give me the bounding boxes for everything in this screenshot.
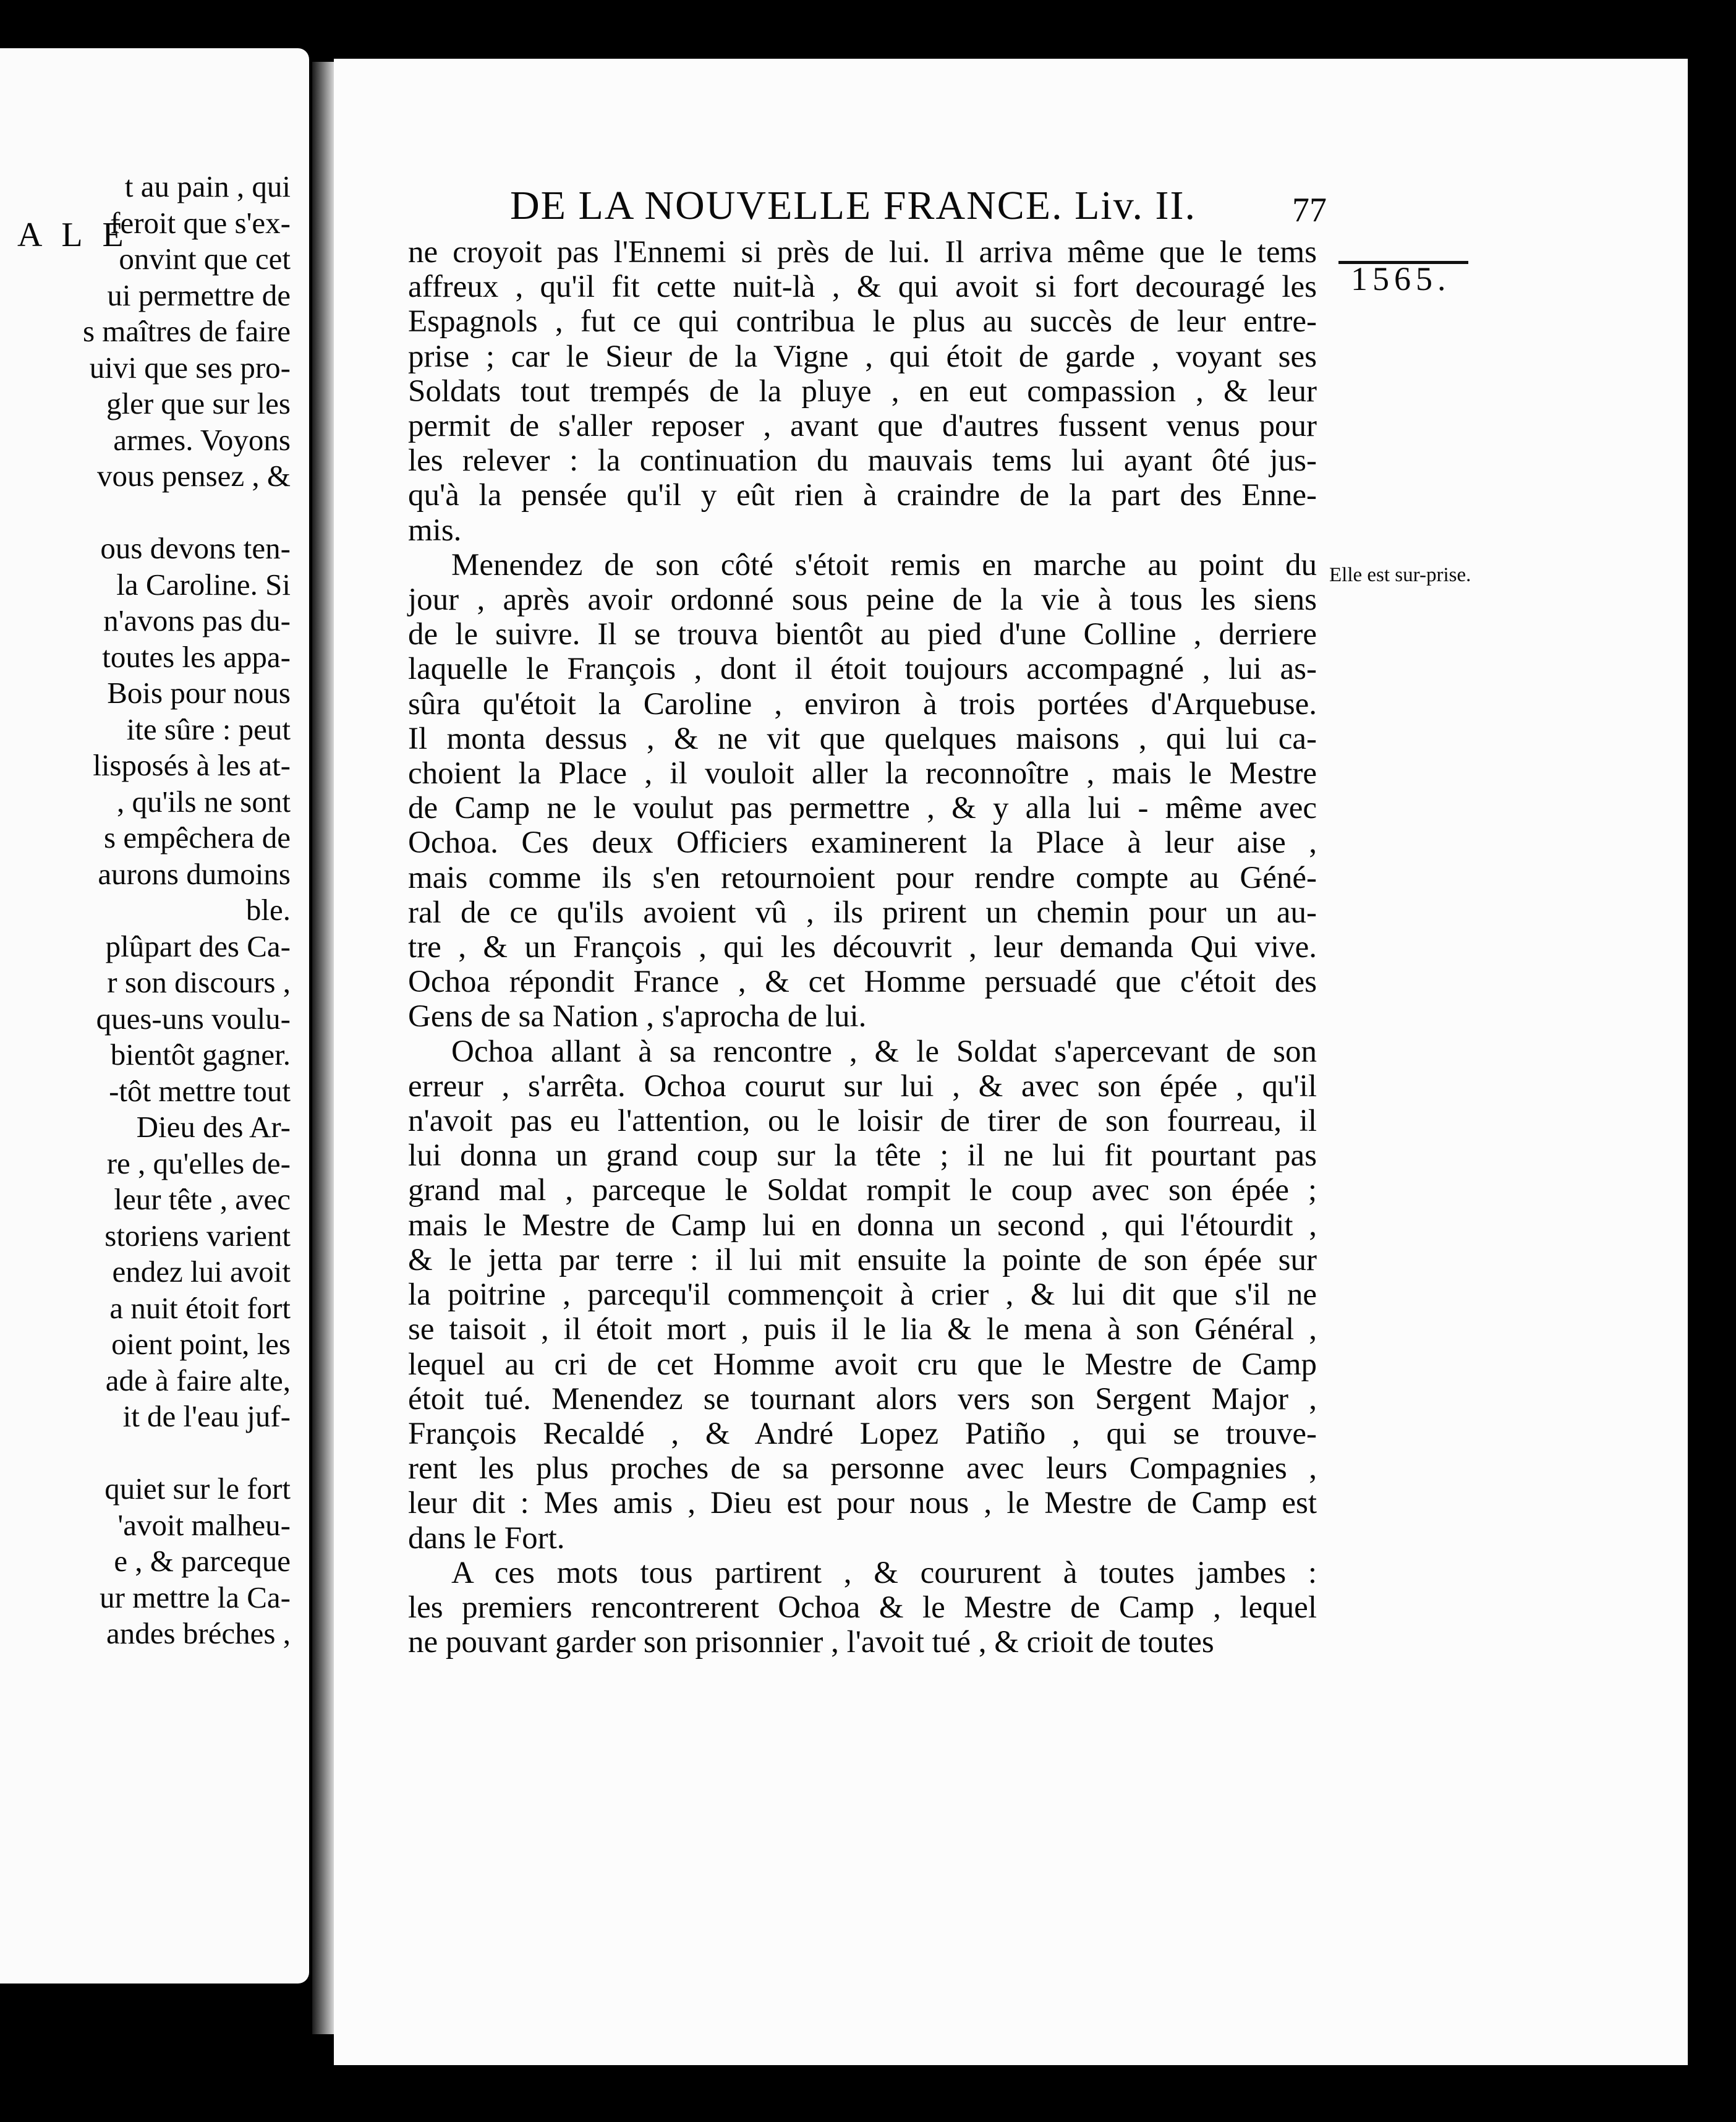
left-page-line: s maîtres de faire <box>82 314 291 348</box>
text-line: laquelle le François , dont il étoit toujours accompagné , lui as- <box>408 652 1317 687</box>
text-line: Espagnols , fut ce qui contribua le plus au succès de leur entre- <box>408 304 1317 339</box>
text-line: Gens de sa Nation , s'aprocha de lui. <box>408 999 867 1034</box>
text-line: n'avoit pas eu l'attention, ou le loisir de tirer de son fourreau, il <box>408 1104 1317 1139</box>
text-line: Ochoa allant à sa rencontre , & le Soldat s'apercevant de son <box>451 1034 1317 1069</box>
left-page-line: -tôt mettre tout <box>109 1073 291 1108</box>
left-page-line: ble. <box>245 893 291 927</box>
left-page-line: ques-uns voulu- <box>96 1001 291 1036</box>
left-page-line: uivi que ses pro- <box>89 350 291 385</box>
text-line: ne croyoit pas l'Ennemi si près de lui. Il arriva même que le tems <box>408 235 1317 270</box>
text-line: leur dit : Mes amis , Dieu est pour nous , le Mestre de Camp est <box>408 1486 1317 1521</box>
left-page-line: andes bréches , <box>106 1616 291 1650</box>
left-page-line: ous devons ten- <box>100 531 291 565</box>
left-page-line: oient point, les <box>111 1327 291 1361</box>
left-page-line: Bois pour nous <box>107 676 291 710</box>
text-line: qu'à la pensée qu'il y eût rien à craindre de la part des Enne- <box>408 478 1317 513</box>
text-line: Il monta dessus , & ne vit que quelques maisons , qui lui ca- <box>408 721 1317 756</box>
left-page-line: feroit que s'ex- <box>110 205 291 240</box>
left-page-line: storiens varient <box>104 1218 291 1253</box>
text-line: dans le Fort. <box>408 1520 565 1556</box>
left-page-line: lisposés à les at- <box>93 748 291 782</box>
text-line: grand mal , parceque le Soldat rompit le coup avec son épée ; <box>408 1173 1317 1208</box>
paragraph <box>408 1034 1317 1556</box>
page-number: 77 <box>1292 191 1327 229</box>
margin-note: Elle est sur-prise. <box>1329 564 1471 586</box>
text-line: Soldats tout trempés de la pluye , en eut compassion , & leur <box>408 373 1317 409</box>
left-page-header: A L E <box>17 216 130 254</box>
left-page-line: n'avons pas du- <box>103 603 291 637</box>
paragraph <box>408 548 1317 1034</box>
left-page-line: 'avoit malheu- <box>117 1507 291 1542</box>
left-page-line: Dieu des Ar- <box>136 1110 291 1144</box>
left-page-line: ade à faire alte, <box>105 1363 291 1397</box>
left-page-line: onvint que cet <box>119 242 291 276</box>
left-page-line: r son discours , <box>107 965 291 999</box>
text-line: prise ; car le Sieur de la Vigne , qui étoit de garde , voyant ses <box>408 339 1317 374</box>
left-page-line: re , qu'elles de- <box>106 1146 291 1180</box>
left-page-line: endez lui avoit <box>112 1255 291 1289</box>
left-page-line: armes. Voyons <box>113 422 291 457</box>
body-text <box>408 235 1317 1660</box>
text-line: lequel au cri de cet Homme avoit cru que le Mestre de Camp <box>408 1347 1317 1382</box>
text-line: rent les plus proches de sa personne avec leurs Compagnies , <box>408 1451 1317 1486</box>
left-page-line: s empêchera de <box>104 820 291 854</box>
left-page-line: ite sûre : peut <box>126 712 291 746</box>
paragraph <box>408 235 1317 548</box>
text-line: ral de ce qu'ils avoient vû , ils prirent un chemin pour un au- <box>408 895 1317 930</box>
left-page-line: vous pensez , & <box>97 459 291 493</box>
text-line: erreur , s'arrêta. Ochoa courut sur lui , & avec son épée , qu'il <box>408 1068 1317 1104</box>
marginal-year: 1565. <box>1351 260 1451 297</box>
left-page-line: ui permettre de <box>107 278 291 312</box>
running-head: DE LA NOUVELLE FRANCE. Liv. II. <box>510 183 1196 228</box>
left-page-line: e , & parceque <box>114 1544 291 1578</box>
text-line: A ces mots tous partirent , & coururent à toutes jambes : <box>451 1555 1317 1590</box>
left-page-line: ur mettre la Ca- <box>100 1580 291 1614</box>
text-line: Ochoa. Ces deux Officiers examinerent la Place à leur aise , <box>408 825 1317 861</box>
gutter-shadow <box>312 62 337 2034</box>
left-page-line: , qu'ils ne sont <box>116 784 291 819</box>
text-line: mis. <box>408 513 462 548</box>
text-line: jour , après avoir ordonné sous peine de la vie à tous les siens <box>408 582 1317 618</box>
text-line: François Recaldé , & André Lopez Patiño , qui se trouve- <box>408 1416 1317 1451</box>
text-line: étoit tué. Menendez se tournant alors vers son Sergent Major , <box>408 1381 1317 1417</box>
left-page-line: t au pain , qui <box>124 169 291 203</box>
left-page-line: quiet sur le fort <box>104 1472 291 1506</box>
left-page-line <box>0 495 291 531</box>
text-line: ne pouvant garder son prisonnier , l'avoit tué , & crioit de toutes <box>408 1625 1214 1660</box>
text-line: les premiers rencontrerent Ochoa & le Mestre de Camp , lequel <box>408 1590 1317 1625</box>
left-page-line: la Caroline. Si <box>116 567 291 602</box>
text-line: la poitrine , parcequ'il commençoit à crier , & lui dit que s'il ne <box>408 1277 1317 1313</box>
left-page-line: toutes les appa- <box>102 639 291 674</box>
text-line: sûra qu'étoit la Caroline , environ à trois portées d'Arquebuse. <box>408 686 1317 722</box>
text-line: Ochoa répondit France , & cet Homme persuadé que c'étoit des <box>408 965 1317 1000</box>
text-line: affreux , qu'il fit cette nuit-là , & qui avoit si fort decouragé les <box>408 270 1317 305</box>
text-line: de Camp ne le voulut pas permettre , & y alla lui - même avec <box>408 791 1317 826</box>
text-line: les relever : la continuation du mauvais tems lui ayant ôté jus- <box>408 443 1317 479</box>
left-page-line: plûpart des Ca- <box>105 929 291 963</box>
left-page-text <box>0 169 291 1652</box>
text-line: se taisoit , il étoit mort , puis il le lia & le mena à son Général , <box>408 1312 1317 1347</box>
left-page-line: gler que sur les <box>106 386 291 420</box>
text-line: permit de s'aller reposer , avant que d'autres fussent venus pour <box>408 409 1317 444</box>
text-line: choient la Place , il vouloit aller la reconnoître , mais le Mestre <box>408 756 1317 791</box>
left-page-line <box>0 1435 291 1472</box>
left-page-line: leur tête , avec <box>114 1182 291 1216</box>
left-page-line: it de l'eau juf- <box>122 1399 291 1433</box>
left-page-line: aurons dumoins <box>98 856 291 891</box>
paragraph <box>408 1556 1317 1660</box>
text-line: tre , & un François , qui les découvrit , leur demanda Qui vive. <box>408 930 1317 965</box>
text-line: de le suivre. Il se trouva bientôt au pied d'une Colline , derriere <box>408 617 1317 652</box>
left-page-line: bientôt gagner. <box>110 1038 291 1072</box>
text-line: Menendez de son côté s'étoit remis en marche au point du <box>451 547 1317 582</box>
text-line: mais comme ils s'en retournoient pour rendre compte au Géné- <box>408 860 1317 895</box>
left-page <box>0 48 309 1984</box>
text-line: & le jetta par terre : il lui mit ensuite la pointe de son épée sur <box>408 1242 1317 1277</box>
text-line: lui donna un grand coup sur la tête ; il ne lui fit pourtant pas <box>408 1138 1317 1174</box>
left-page-line: a nuit étoit fort <box>109 1290 291 1325</box>
text-line: mais le Mestre de Camp lui en donna un second , qui l'étourdit , <box>408 1208 1317 1243</box>
